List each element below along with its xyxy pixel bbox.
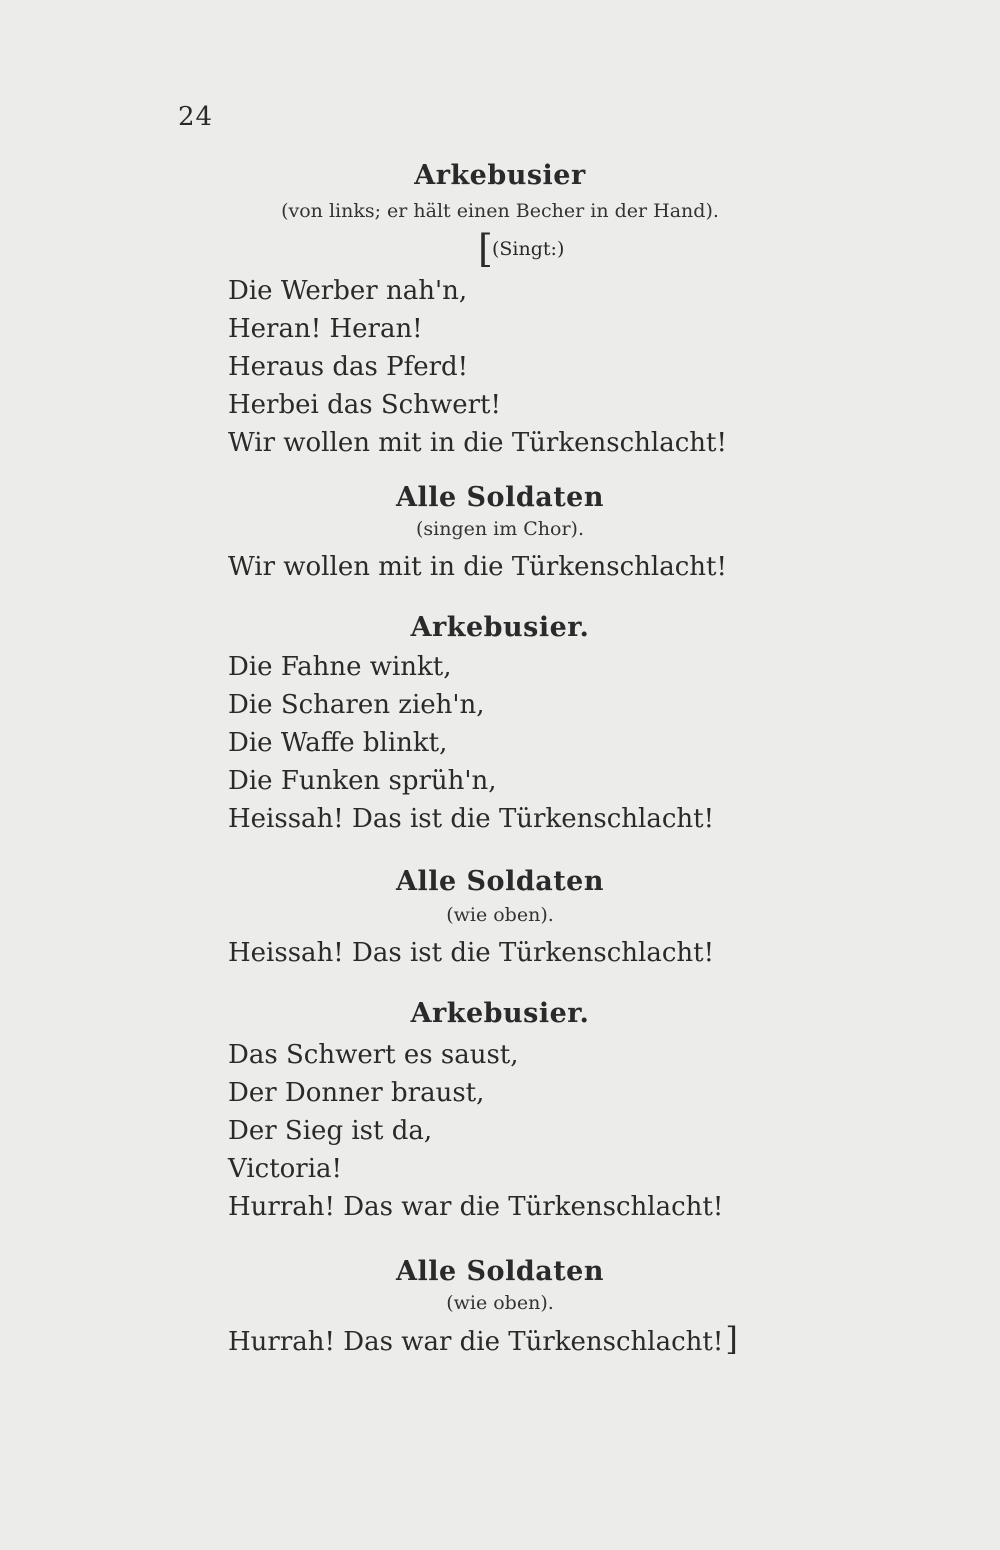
verse-block xyxy=(228,648,714,838)
speaker-heading: Arkebusier xyxy=(414,160,586,191)
verse-block xyxy=(228,934,714,972)
stage-direction: (singen im Chor). xyxy=(415,518,585,540)
verse-line: Wir wollen mit in die Türkenschlacht! xyxy=(228,552,727,582)
open-bracket-icon: [ xyxy=(478,227,493,271)
stage-direction: (wie oben). xyxy=(446,1292,554,1314)
verse-line: Heran! Heran! xyxy=(228,314,423,344)
verse-line: Der Donner braust, xyxy=(228,1078,485,1108)
verse-line: Die Fahne winkt, xyxy=(228,652,452,682)
verse-line: Herbei das Schwert! xyxy=(228,390,501,420)
verse-block xyxy=(228,548,727,586)
speaker-heading: Alle Soldaten xyxy=(396,1256,604,1287)
verse-line: Heissah! Das ist die Türkenschlacht! xyxy=(228,804,715,834)
verse-line: Wir wollen mit in die Türkenschlacht! xyxy=(228,428,727,458)
close-bracket-icon: ] xyxy=(725,1320,738,1358)
page-number: 24 xyxy=(178,102,214,132)
verse-line: Heissah! Das ist die Türkenschlacht! xyxy=(228,938,715,968)
speaker-heading: Arkebusier. xyxy=(410,612,590,643)
verse-line: Victoria! xyxy=(228,1154,342,1184)
verse-line: Hurrah! Das war die Türkenschlacht! xyxy=(228,1192,724,1222)
verse-line: Heraus das Pferd! xyxy=(228,352,469,382)
stage-direction: (wie oben). xyxy=(446,904,554,926)
stage-direction: (von links; er hält einen Becher in der Hand). xyxy=(281,200,719,222)
speaker-heading: Alle Soldaten xyxy=(396,482,604,513)
verse-line: Das Schwert es saust, xyxy=(228,1040,519,1070)
sung-note: (Singt:) xyxy=(492,238,565,260)
verse-line: Die Scharen zieh'n, xyxy=(228,690,485,720)
verse-block xyxy=(228,1320,738,1358)
speaker-heading: Arkebusier. xyxy=(410,998,590,1029)
verse-block xyxy=(228,272,727,462)
verse-line: Die Waffe blinkt, xyxy=(228,728,448,758)
verse-block xyxy=(228,1036,723,1226)
verse-line-text: Hurrah! Das war die Türkenschlacht! xyxy=(228,1327,724,1357)
verse-line xyxy=(228,1320,738,1358)
verse-line: Die Werber nah'n, xyxy=(228,276,468,306)
speaker-heading: Alle Soldaten xyxy=(396,866,604,897)
verse-line: Die Funken sprüh'n, xyxy=(228,766,497,796)
verse-line: Der Sieg ist da, xyxy=(228,1116,433,1146)
